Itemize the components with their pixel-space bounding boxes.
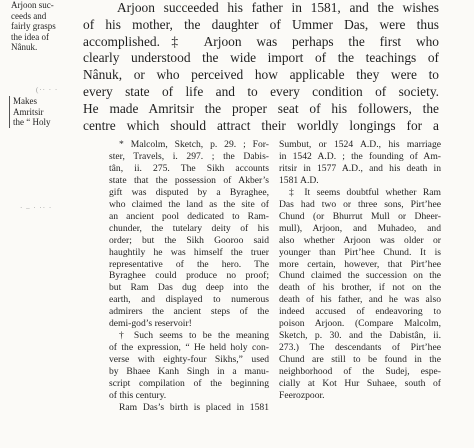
text-line: clearly understood the wide import of the teachings of (83, 50, 439, 66)
footnote-line: Byraghee could produce no proof; (109, 270, 269, 282)
text-line: Arjoon succeeded his father in 1581, and the wishes (117, 0, 439, 15)
text-line: Nânuk, or who perceived how applicable they were to (83, 67, 439, 83)
footnote-line: ster, Travels, i. 297. ; the Dabis- (109, 150, 269, 162)
marginal-note-line: Makes (13, 96, 37, 106)
footnote-line: more certain, however, that Pirt’hee (279, 258, 441, 270)
footnote-line: in 1542 A.D. ; the founding of Am- (279, 150, 441, 162)
marginal-note-line: Arjoon suc- (11, 0, 54, 10)
footnote-line: of the expression, “ He held holy con- (109, 342, 269, 354)
footnote-line: representative of the hero. The (109, 258, 269, 270)
footnote-line: haughtily he was himself the truer (109, 246, 269, 258)
footnote-line: Chund claimed the succession on the (279, 270, 441, 282)
text-line: accomplished.‡ Arjoon was perhaps the first who (83, 33, 439, 49)
footnote-line: 1581 A.D. (279, 174, 319, 186)
main-paragraph (83, 0, 439, 134)
marginal-note-line: the “ Holy (13, 117, 51, 127)
footnote-line: * Malcolm, Sketch, p. 29. ; For- (119, 139, 269, 150)
marginal-note-line: ceeds and (11, 10, 47, 21)
footnote-line: indeed accused of endeavoring to (279, 306, 441, 318)
footnote-line: Chund are still to be found in the (279, 354, 441, 366)
footnote-line: death of his father, and he was also (279, 294, 441, 306)
footnote-line: Sketch, p. 30. and the Dabistân, ii. (279, 330, 441, 342)
footnote-line: gift was disputed by a Byraghee, (109, 186, 269, 198)
footnotes-left-column (109, 139, 269, 414)
footnote-line: neighborhood of the Sudej, espe- (279, 366, 441, 378)
footnote-line: earth, and displayed to numerous (109, 294, 269, 306)
footnote-line: admirers the ancient steps of the (109, 306, 269, 318)
footnote-line: script compilation of the beginning (109, 378, 269, 390)
footnotes-right-column (279, 139, 441, 402)
footnote-line: verse with eighty-four Sikhs,” used (109, 354, 269, 366)
footnote-line: but Ram Das dug deep into the (109, 282, 269, 294)
footnote-line: Chund (or Bhurrut Mull or Dheer- (279, 210, 441, 222)
marginal-note-line: the idea of (11, 31, 49, 42)
footnote-line: of this century. (109, 390, 167, 402)
pencil-mark: · – · ·· · (20, 204, 53, 212)
text-line: centre which should attract their worldly longings for a (83, 117, 439, 133)
footnote-line: ritsir in 1577 A.D., and his death in (279, 162, 441, 174)
footnote-line: chunder, the tutelary deity of his (109, 222, 269, 234)
marginal-note-line: Amritsir (13, 106, 44, 117)
marginal-note-line: Nânuk. (11, 42, 38, 52)
footnote-line: ‡ It seems doubtful whether Ram (289, 186, 441, 198)
footnote-line: an ancient pool dedicated to Ram- (109, 210, 269, 222)
pencil-mark: (·· · · (36, 86, 59, 94)
footnote-line: who claimed the land as the site of (109, 198, 269, 210)
footnote-line: 273.) The descendants of Pirt’hee (279, 342, 441, 354)
footnote-line: also whether Arjoon was older or (279, 234, 441, 246)
footnote-line: mull), Arjoon, and Muhadeo, and (279, 222, 441, 234)
footnote-line: Das had two or three sons, Pirt’hee (279, 198, 441, 210)
footnote-line: cially at Kot Hur Suhaee, south of (279, 378, 441, 390)
footnote-line: poison Arjoon. (Compare Malcolm, (279, 318, 441, 330)
footnote-line: demi-god’s reservoir! (109, 318, 192, 330)
footnote-line: † Such seems to be the meaning (119, 330, 269, 342)
footnote-line: Feerozpoor. (279, 390, 325, 402)
marginal-note-arjoon (11, 0, 65, 53)
marginal-note-line: fairly grasps (11, 21, 56, 31)
footnote-line: death of his brother, if not on the (279, 282, 441, 294)
text-line: every state of life and to every condition of society. (83, 83, 439, 99)
text-line: of his mother, the daughter of Ummer Das, were thus (83, 16, 439, 32)
footnote-line: Ram Das’s birth is placed in 1581 (119, 401, 269, 413)
marginal-note-amritsir (9, 96, 75, 128)
text-line: He made Amritsir the proper seat of his followers, the (83, 100, 439, 116)
footnote-line: state that the possession of Akber’s (109, 174, 269, 186)
footnote-line: by Bhaee Kanh Singh in a manu- (109, 366, 269, 378)
footnote-line: younger than Pirt’hee Chund. It is (279, 246, 441, 258)
footnote-line: Sumbut, or 1524 A.D., his marriage (279, 139, 441, 150)
footnote-line: tân, ii. 275. The Sikh accounts (109, 162, 269, 174)
footnote-line: order; but the Sikh Gooroo said (109, 234, 269, 246)
